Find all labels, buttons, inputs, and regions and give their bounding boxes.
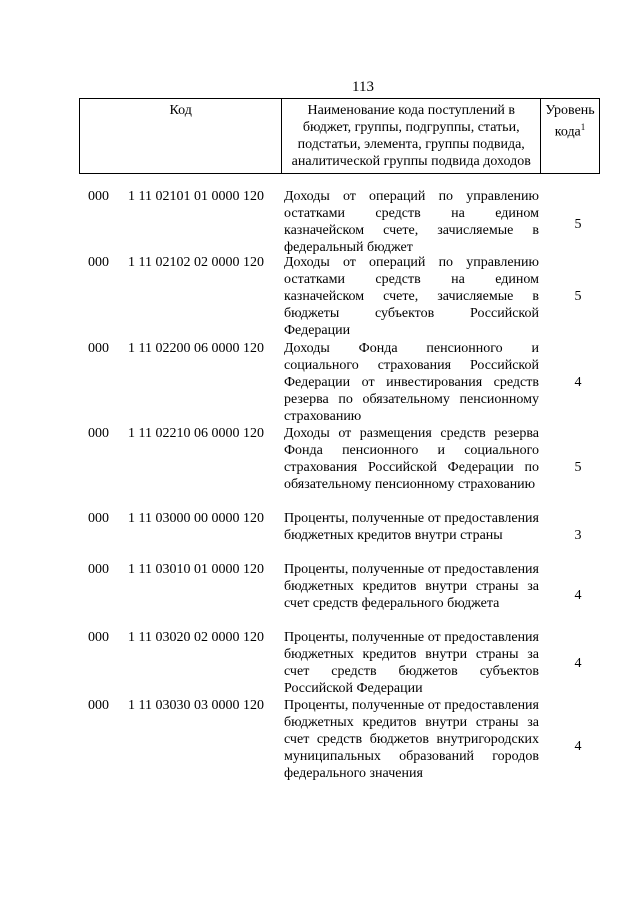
revenue-code: 1 11 02200 06 0000 120	[128, 341, 264, 356]
admin-code: 000	[88, 255, 109, 270]
admin-code: 000	[88, 426, 109, 441]
revenue-name: Проценты, полученные от предоставления бюджетных кредитов внутри страны за счет средств бюджетов субъектов Российской Федерации	[284, 630, 539, 696]
table-row	[0, 425, 640, 510]
code-level: 4	[574, 656, 582, 671]
revenue-name: Проценты, полученные от предоставления бюджетных кредитов внутри страны за счет средств бюджетов внутригородских муниципальных образований городов федерального значения	[284, 698, 539, 781]
header-name-label: Наименование кода поступлений в бюджет, группы, подгруппы, статьи, подстатьи, элемента, группы подвида, аналитической группы подвида доходов	[291, 103, 531, 169]
code-level: 5	[574, 217, 582, 232]
header-name	[282, 99, 541, 174]
revenue-code: 1 11 03010 01 0000 120	[128, 562, 264, 577]
table-body	[0, 188, 640, 799]
revenue-name: Доходы от размещения средств резерва Фонда пенсионного и социального страхования Российской Федерации по обязательному пенсионному страхованию	[284, 426, 539, 492]
header-level-label: Уровень кода	[545, 103, 595, 140]
admin-code: 000	[88, 189, 109, 204]
header-level-footnote: 1	[580, 122, 586, 132]
header-code-label: Код	[169, 103, 192, 118]
header-level	[541, 99, 600, 174]
table-row	[0, 697, 640, 799]
revenue-code: 1 11 03030 03 0000 120	[128, 698, 264, 713]
admin-code: 000	[88, 698, 109, 713]
revenue-name: Доходы от операций по управлению остатками средств на едином казначейском счете, зачисляемые в федеральный бюджет	[284, 189, 539, 255]
table-row	[0, 561, 640, 629]
revenue-code: 1 11 02102 02 0000 120	[128, 255, 264, 270]
revenue-name: Проценты, полученные от предоставления бюджетных кредитов внутри страны	[284, 511, 539, 543]
table-row	[0, 510, 640, 561]
revenue-code: 1 11 02101 01 0000 120	[128, 189, 264, 204]
table-row	[0, 254, 640, 340]
code-level: 4	[574, 588, 582, 603]
table-row	[0, 629, 640, 697]
admin-code: 000	[88, 341, 109, 356]
header-code	[80, 99, 282, 174]
admin-code: 000	[88, 630, 109, 645]
revenue-code: 1 11 03000 00 0000 120	[128, 511, 264, 526]
code-level: 5	[574, 460, 582, 475]
revenue-name: Проценты, полученные от предоставления бюджетных кредитов внутри страны за счет средств федерального бюджета	[284, 562, 539, 611]
revenue-code: 1 11 02210 06 0000 120	[128, 426, 264, 441]
revenue-name: Доходы от операций по управлению остатками средств на едином казначейском счете, зачисляемые в бюджеты субъектов Российской Федерации	[284, 255, 539, 338]
table-row	[0, 340, 640, 425]
code-level: 4	[574, 375, 582, 390]
admin-code: 000	[88, 511, 109, 526]
code-level: 3	[574, 528, 582, 543]
revenue-code: 1 11 03020 02 0000 120	[128, 630, 264, 645]
admin-code: 000	[88, 562, 109, 577]
page-number: 113	[352, 79, 374, 95]
revenue-name: Доходы Фонда пенсионного и социального страхования Российской Федерации от инвестирования средств резерва по обязательному пенсионному страхованию	[284, 341, 539, 424]
table-row	[0, 188, 640, 254]
code-level: 4	[574, 739, 582, 754]
code-level: 5	[574, 289, 582, 304]
table-header	[79, 98, 600, 174]
